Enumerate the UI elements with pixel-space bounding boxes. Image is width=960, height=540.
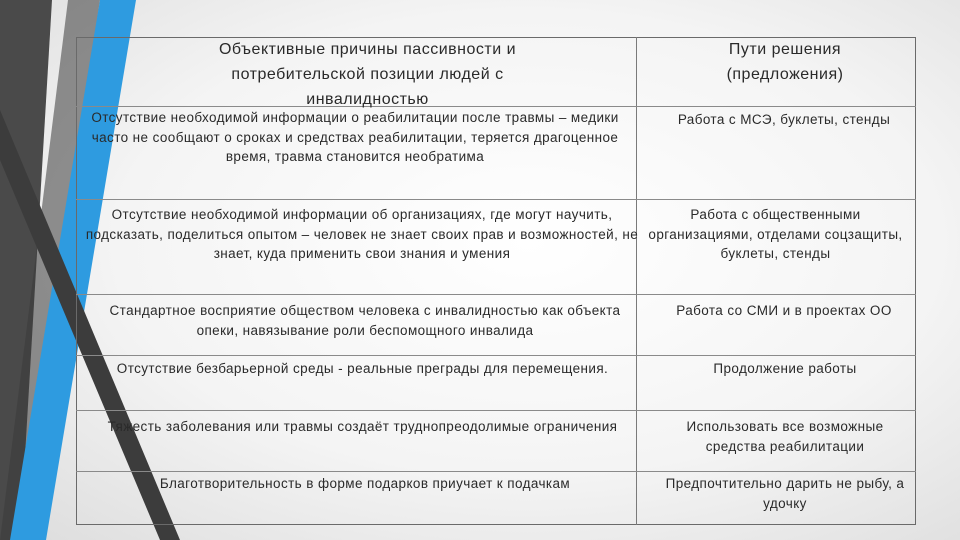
solution-cell: Использовать все возможные средства реабилитации (686, 419, 884, 454)
cause-cell: Стандартное восприятие обществом человека с инвалидностью как объекта опеки, навязывание роли беспомощного инвалида (109, 303, 621, 338)
cause-cell: Отсутствие необходимой информации о реабилитации после травмы – медики часто не сообщают о сроках и средствах реабилитации, теряется драгоценное время, травма становится необратима (91, 110, 619, 164)
cause-cell: Благотворительность в форме подарков приучает к подачкам (159, 476, 571, 491)
row-divider (76, 294, 916, 295)
solution-cell: Работа с общественными организациями, отделами соцзащиты, буклеты, стенды (648, 207, 903, 261)
cause-cell: Отсутствие безбарьерной среды - реальные преграды для перемещения. (116, 361, 609, 376)
row-divider (76, 199, 916, 200)
row-divider (76, 471, 916, 472)
header-solutions: Пути решения (предложения) (726, 41, 844, 83)
row-divider (76, 355, 916, 356)
cause-cell: Отсутствие необходимой информации об организациях, где могут научить, подсказать, поделиться опытом – человек не знает своих прав и возможностей, не знает, куда применить свои знания и умения (85, 207, 639, 261)
solution-cell: Продолжение работы (713, 361, 857, 376)
solution-cell: Работа со СМИ и в проектах ОО (676, 303, 892, 318)
cause-cell: Тяжесть заболевания или травмы создаёт труднопреодолимые ограничения (107, 419, 618, 434)
column-divider (636, 37, 637, 525)
solution-cell: Предпочтительно дарить не рыбу, а удочку (665, 476, 905, 511)
row-divider (76, 410, 916, 411)
header-causes: Объективные причины пассивности и потребительской позиции людей с инвалидностью (218, 41, 517, 108)
solution-cell: Работа с МСЭ, буклеты, стенды (677, 112, 891, 127)
